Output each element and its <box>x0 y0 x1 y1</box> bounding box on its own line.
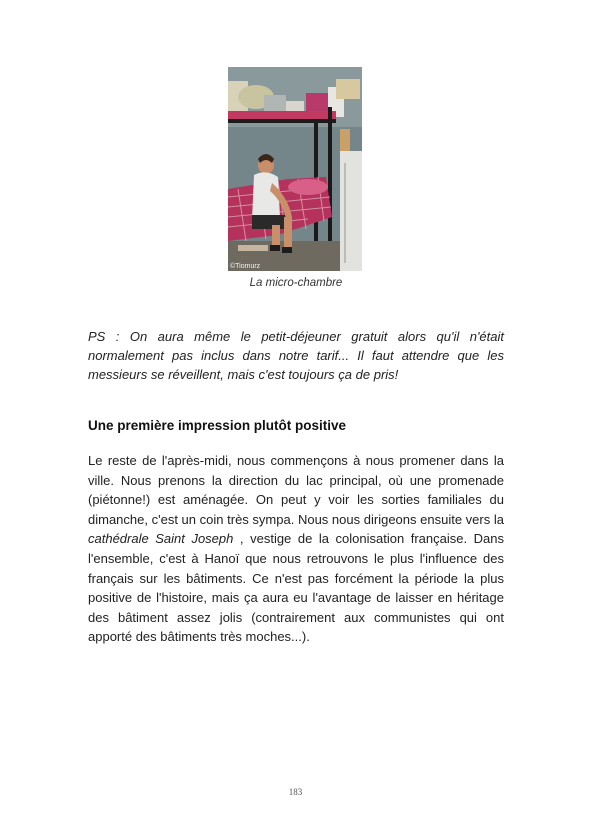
page-number: 183 <box>288 787 303 797</box>
room-photo <box>228 67 362 271</box>
body-text-part1: Le reste de l'après-midi, nous commençons à nous promener dans la ville. Nous prenons la direction du lac principal, où une promenade (piétonne!) est aménagée. On peut y voir les sorties familiales du dimanche, c'est un coin très sympa. Nous nous dirigeons ensuite vers la <box>88 453 504 527</box>
cathedral-name: cathédrale Saint Joseph <box>88 531 234 547</box>
photo-caption: La micro-chambre <box>249 277 343 289</box>
section-heading: Une première impression plutôt positive <box>88 418 347 433</box>
photo-watermark: ©Tiomurz <box>230 263 261 270</box>
ps-paragraph: PS : On aura même le petit-déjeuner gratuit alors qu'il n'était normalement pas inclus dans notre tarif... Il faut attendre que les messieurs se réveillent, mais c'est toujours ça de pris! <box>88 329 504 382</box>
body-text-part2: , vestige de la colonisation française. Dans l'ensemble, c'est à Hanoï que nous retrouvons le plus l'influence des français sur les bâtiments. Ce n'est pas forcément la période la plus positive de l'histoire, mais ça aura eu l'avantage de laisser en héritage des bâtiment assez jolis (contrairement aux communistes qui ont apporté des bâtiments très moches...). <box>88 531 505 645</box>
body-paragraph <box>88 451 504 647</box>
